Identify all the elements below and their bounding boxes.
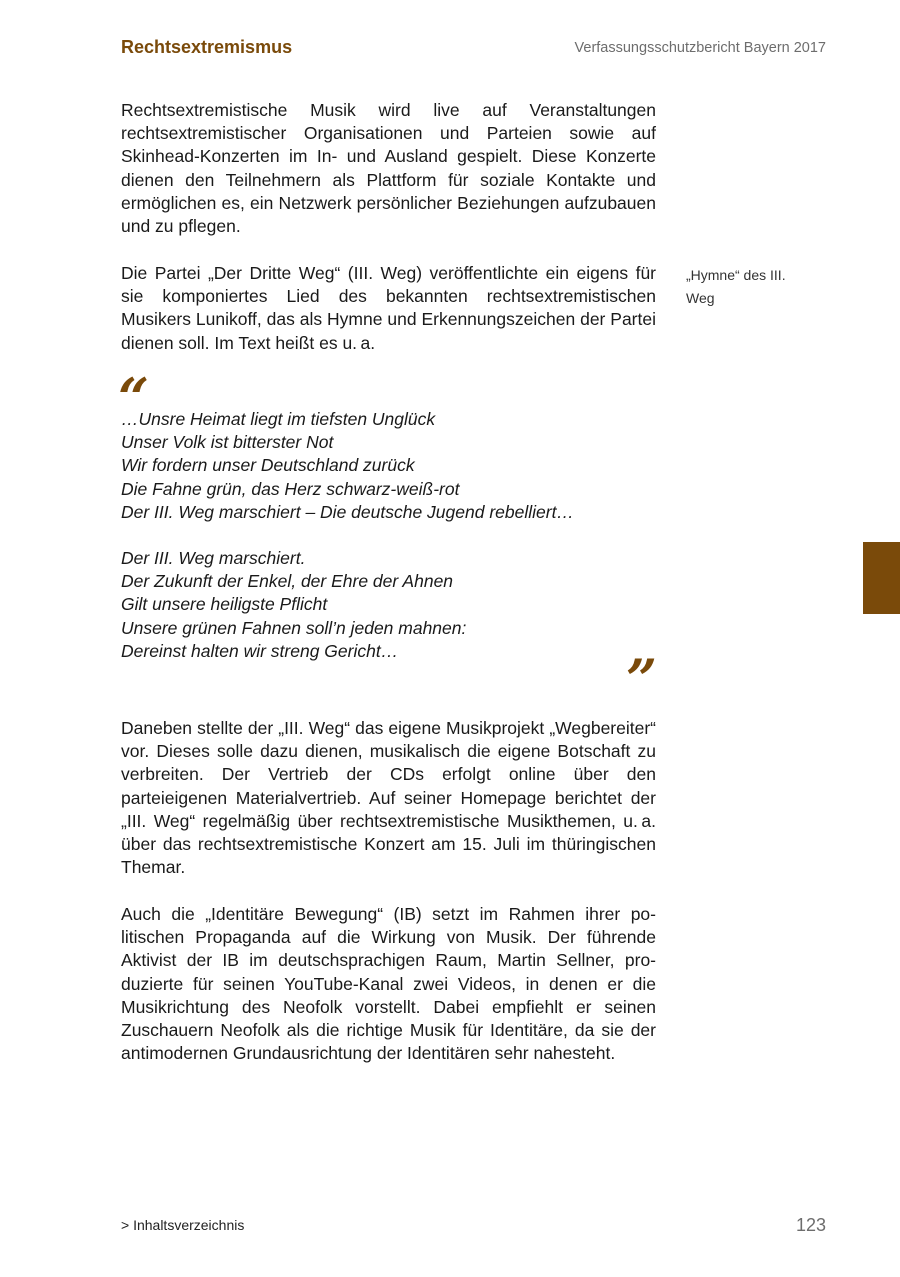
quote-line: Der III. Weg marschiert. <box>121 548 306 568</box>
open-quote-icon: “ <box>118 366 150 430</box>
paragraph-hymn-intro: Die Partei „Der Dritte Weg“ (III. Weg) veröffentlichte ein eigens für sie komponiertes Lied des bekannten rechtsextremistischen Musikers Lunikoff, das als Hymne und Erkennungszeichen der Partei dienen soll. Im Text heißt es u. a. <box>121 263 656 353</box>
quote-line: Die Fahne grün, das Herz schwarz-weiß-rot <box>121 478 460 499</box>
paragraph-live-music: Rechtsextremistische Musik wird live auf Veranstaltungen rechtsextremistischer Organisationen und Parteien sowie auf Skinhead-Konzerten im In- und Ausland gespielt. Diese Konzerte dienen den Teilnehmern als Plattform für soziale Kontakte und ermöglichen es, ein Netzwerk persönlicher Beziehungen aufzubauen und zu pflegen. <box>121 100 656 237</box>
paragraph-wegbereiter: Daneben stellte der „III. Weg“ das eigene Musikprojekt „Wegbereiter“ vor. Dieses solle dazu dienen, musikalisch die eigene Botschaft zu verbreiten. Der Vertrieb der CDs erfolgt online über den parteieigenen Materialvertrieb. Auf seiner Homepage berichtet der „III. Weg“ regelmäßig über rechtsextremistische Musikthemen, u. a. über das rechtsextremistische Konzert am 15. Juli im thüringischen Themar. <box>121 718 656 878</box>
quote-line: Wir fordern unser Deutschland zurück <box>121 455 415 476</box>
quote-line: Gilt unsere heiligste Pflicht <box>121 594 328 615</box>
quote-line: Dereinst halten wir streng Gericht… <box>121 640 399 661</box>
section-heading: Rechtsextremismus <box>121 37 293 57</box>
quote-line: …Unsre Heimat liegt im tiefsten Unglück <box>121 409 436 429</box>
quote-line: Der III. Weg marschiert – Die deutsche Jugend rebelliert… <box>121 501 574 522</box>
quote-line: Der Zukunft der Enkel, der Ehre der Ahnen <box>121 571 454 592</box>
page-number: 123 <box>795 1215 826 1235</box>
close-quote-icon: ” <box>626 647 658 711</box>
paragraph-identitaere: Auch die „Identitäre Bewegung“ (IB) setzt im Rahmen ihrer politischen Propaganda auf die Wirkung von Musik. Der führende Aktivist der IB im deutschsprachigen Raum, Martin Sellner, produzierte für seinen YouTube-Kanal zwei Videos, in denen er die Musikrichtung des Neofolk vorstellt. Dabei empfiehlt er seinen Zuschauern Neofolk als die richtige Musik für Identitäre, da sie der antimodernen Grundausrichtung der Identitären sehr nahesteht. <box>121 904 656 1064</box>
margin-note: „Hymne“ des III. Weg <box>686 267 786 306</box>
quote-stanza-1 <box>121 408 661 524</box>
quote-line: Unsere grünen Fahnen soll’n jeden mahnen: <box>121 617 467 638</box>
report-title: Verfassungsschutzbericht Bayern 2017 <box>574 40 826 56</box>
quote-line: Unser Volk ist bitterster Not <box>121 432 334 453</box>
toc-link[interactable]: > Inhaltsverzeichnis <box>121 1217 245 1233</box>
quote-stanza-2 <box>121 547 661 663</box>
chapter-tab-marker <box>863 542 900 614</box>
